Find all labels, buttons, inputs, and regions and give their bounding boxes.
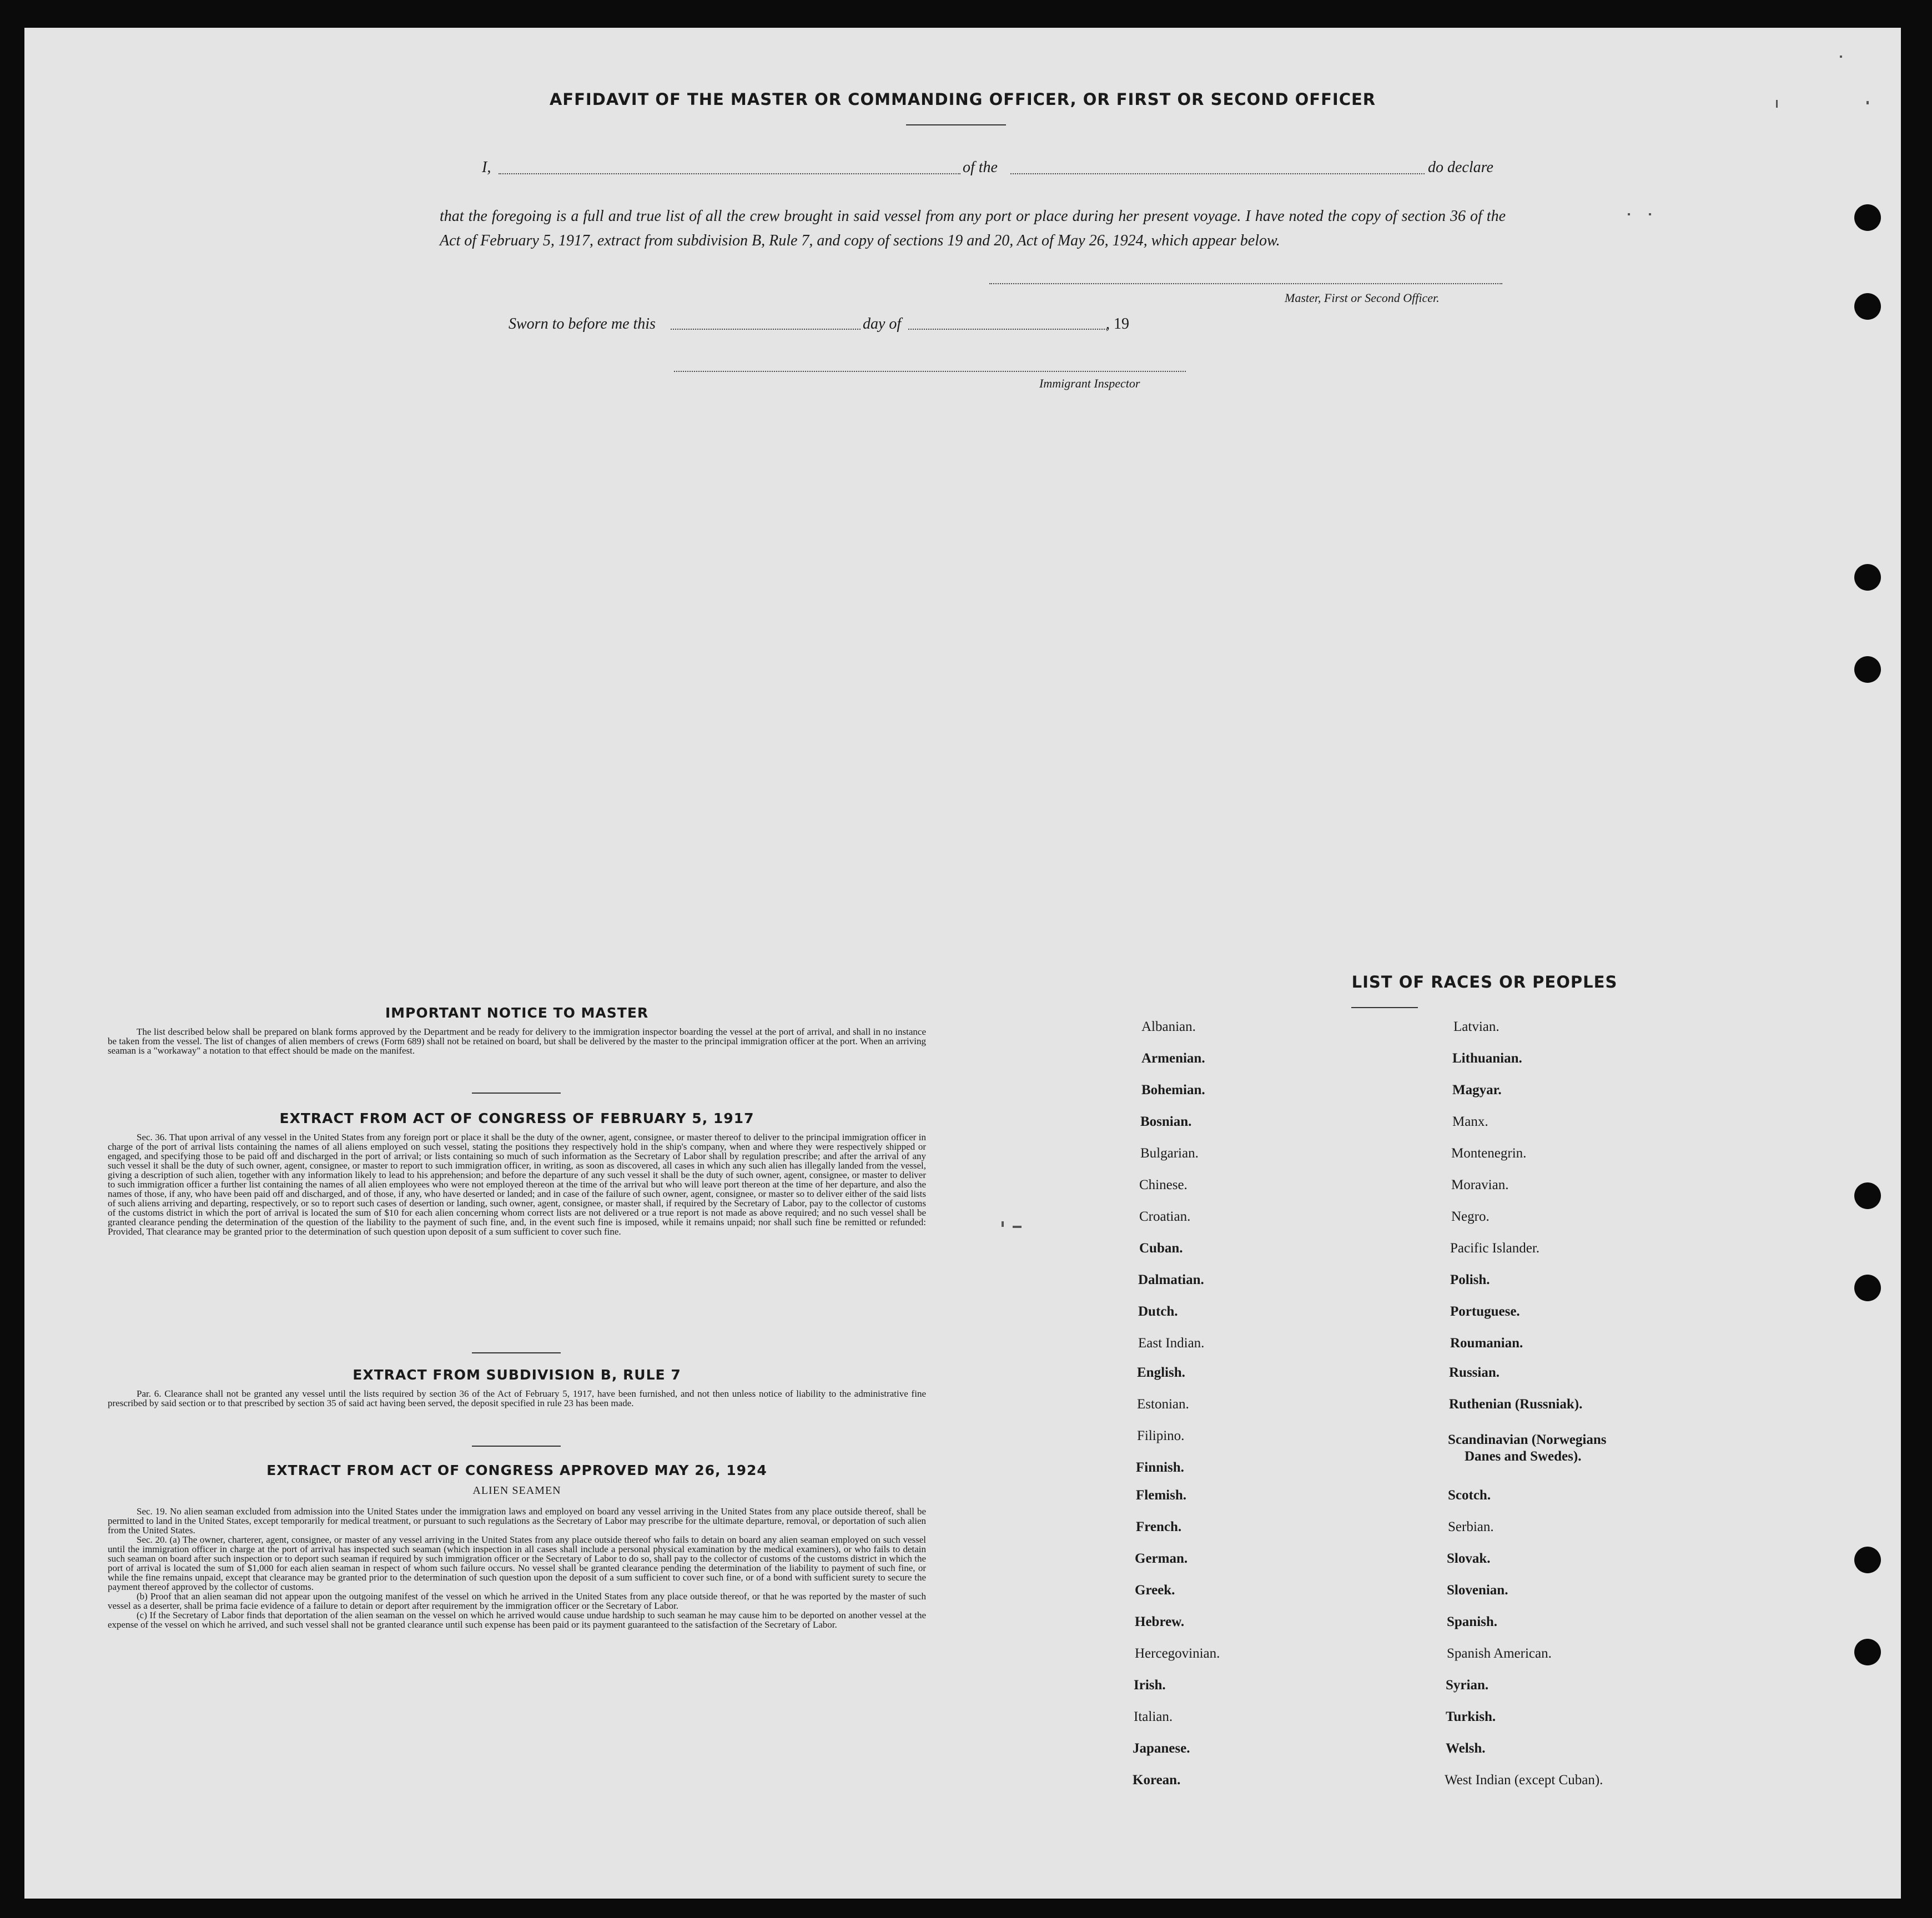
race-right: Ruthenian (Russniak). [1449,1397,1583,1412]
race-left: Hebrew. [1135,1614,1185,1629]
race-left: Dutch. [1138,1304,1178,1319]
races-title: LIST OF RACES OR PEOPLES [1351,973,1618,991]
section-20a-paragraph: Sec. 20. (a) The owner, charterer, agent, consignee, or master of any vessel arriving in the United States from any place outside thereof who fails to detain on board any alien seaman employed on such vessel until the immigration officer in charge at the port of arrival has inspected such seaman (which inspection in all cases shall include a personal physical examination by the medical examiners), or who fails to detain such seaman on board after such inspection or to deport such seaman if required by such immigration officer or the Secretary of Labor to do so, shall pay to the collector of customs of the customs district in which the port of arrival is located the sum of $1,000 for each alien seaman in respect of whom such failure occurs. No vessel shall be granted clearance pending the determination of the liability to payment of such fine, or while the fine remains unpaid, except that clearance may be granted prior to the determination of such question upon the deposit of a sum sufficient to cover such fine, or of a bond with sufficient surety to secure the payment thereof approved by the collector of customs. [108,1534,926,1592]
race-left: German. [1135,1551,1188,1566]
binder-hole [1854,1639,1881,1665]
rule-7-body [108,1389,926,1408]
sworn-month-field[interactable] [908,329,1107,330]
speck [1013,1226,1022,1228]
sworn-label: Sworn to before me this [509,315,656,333]
section-20c-paragraph: (c) If the Secretary of Labor finds that deportation of the alien seaman on the vessel on which he arrived would cause undue hardship to such seaman he may cause him to be deported on another vessel at the expense of the vessel on which he arrived, and such vessel shall not be granted clearance until such expense has been paid or its payment guaranteed to the satisfaction of the Secretary of Labor. [108,1610,926,1630]
declaration-of-the-label: of the [963,159,998,176]
race-right: Polish. [1450,1272,1490,1287]
section-19-paragraph: Sec. 19. No alien seaman excluded from admission into the United States under the immigration laws and employed on board any vessel arriving in the United States from any place outside thereof, shall be permitted to land in the United States, except temporarily for medical treatment, or pursuant to such regulations as the Secretary of Labor may prescribe for the ultimate departure, removal, or deportation of such alien from the United States. [108,1506,926,1536]
race-right: Pacific Islander. [1450,1241,1540,1256]
race-right: Negro. [1451,1209,1490,1224]
race-right: Roumanian. [1450,1336,1523,1351]
rule-7-title: EXTRACT FROM SUBDIVISION B, RULE 7 [353,1367,681,1383]
extract-1917-body [108,1132,926,1236]
race-left: Albanian. [1141,1019,1196,1034]
binder-hole [1854,564,1881,591]
day-of-label: day of [863,315,902,333]
race-right: Turkish. [1446,1709,1496,1724]
race-right: Scandinavian (Norwegians [1448,1432,1607,1447]
binder-hole [1854,1182,1881,1209]
race-right: Spanish. [1447,1614,1498,1629]
race-right: Moravian. [1451,1177,1509,1192]
race-left: East Indian. [1138,1336,1205,1351]
race-left: Korean. [1133,1773,1181,1788]
race-right: Danes and Swedes). [1465,1449,1582,1464]
section-divider [472,1352,561,1353]
race-right: Welsh. [1446,1741,1486,1756]
race-left: Bulgarian. [1140,1146,1199,1161]
binder-hole [1854,1547,1881,1573]
title-underline [906,124,1006,125]
race-right: Russian. [1449,1365,1500,1380]
master-signature-line[interactable] [989,283,1502,284]
race-right: Lithuanian. [1452,1051,1522,1066]
race-right: Spanish American. [1447,1646,1552,1661]
race-right: Montenegrin. [1451,1146,1527,1161]
race-right: Scotch. [1448,1488,1491,1503]
master-signature-caption: Master, First or Second Officer. [1285,291,1440,305]
race-right: Manx. [1452,1114,1488,1129]
race-right: Serbian. [1448,1519,1494,1534]
inspector-signature-line[interactable] [674,371,1186,372]
binder-hole [1854,204,1881,231]
vessel-name-field[interactable] [1010,173,1425,174]
race-right: Slovak. [1447,1551,1491,1566]
binder-hole [1854,1275,1881,1301]
races-underline [1351,1007,1418,1008]
race-left: Estonian. [1137,1397,1189,1412]
race-right: West Indian (except Cuban). [1445,1773,1603,1788]
race-left: French. [1136,1519,1182,1534]
declaration-i-label: I, [482,159,491,176]
declaration-declare-label: do declare [1428,159,1493,176]
year-label: , 19 [1106,315,1129,333]
race-left: Japanese. [1133,1741,1190,1756]
affidavit-title: AFFIDAVIT OF THE MASTER OR COMMANDING OFFICER, OR FIRST OR SECOND OFFICER [549,90,1376,109]
race-left: Cuban. [1139,1241,1183,1256]
race-left: Bohemian. [1141,1083,1205,1098]
race-left: Hercegovinian. [1135,1646,1220,1661]
speck [1002,1221,1004,1227]
inspector-caption: Immigrant Inspector [1039,376,1140,390]
race-right: Magyar. [1452,1083,1502,1098]
section-36-paragraph: Sec. 36. That upon arrival of any vessel in the United States from any foreign port or place it shall be the duty of the owner, agent, consignee, or master thereof to deliver to the principal immigration officer in charge of the port of arrival lists containing the names of all aliens employed on such vessel, stating the positions they respectively hold in the ship's company, when and where they were respectively shipped or engaged, and specifying those to be paid off and discharged in the port of arrival; or lists containing so much of such information as the Secretary of Labor shall by regulation prescribe; and after the arrival of any such vessel it shall be the duty of such owner, agent, consignee, or master to report to such immigration officer, in writing, as soon as discovered, all cases in which any such alien has illegally landed from the vessel, giving a description of such alien, together with any information likely to lead to his apprehension; and before the departure of any such vessel it shall be the duty of such owner, agent, consignee, or master to deliver to such immigration officer a further list containing the names of all alien employees who were not employed thereon at the time of the arrival but who will leave port thereon at the time of her departure, and also the names of those, if any, who have been paid off and discharged, and of those, if any, who have deserted or landed; and in case of the failure of such owner, agent, consignee, or master so to deliver either of the said lists of such aliens arriving and departing, respectively, or so to report such cases of desertion or landing, such owner, agent, consignee, or master shall, if required by the Secretary of Labor, pay to the collector of customs of the customs district in which the port of arrival is located the sum of $10 for each alien concerning whom correct lists are not delivered or a true report is not made as above required; and no such vessel shall be granted clearance pending the determination of the question of the liability to the payment of such fine, and, in the event such fine is imposed, while it remains unpaid; nor shall such fine be remitted or refunded: Provided, That clearance may be granted prior to the determination of such question upon deposit of a sum sufficient to cover such fine. [108,1132,926,1237]
race-left: Bosnian. [1140,1114,1192,1129]
declaration-paragraph: that the foregoing is a full and true list of all the crew brought in said vessel from any port or place during her present voyage. I have noted the copy of section 36 of the Act of February 5, 1917, extract from subdivision B, Rule 7, and copy of sections 19 and 20, Act of May 26, 1924, which appear below. [440,208,1506,249]
race-right: Portuguese. [1450,1304,1520,1319]
speck [1840,56,1842,58]
binder-hole [1854,656,1881,683]
race-right: Latvian. [1453,1019,1500,1034]
race-left: Armenian. [1141,1051,1205,1066]
section-20b-paragraph: (b) Proof that an alien seaman did not appear upon the outgoing manifest of the vessel on which he arrived in the United States from any place outside thereof, or that he was reported by the master of such vessel as a deserter, shall be prima facie evidence of a failure to detain or deport after requirement by the immigration officer or the Secretary of Labor. [108,1591,926,1611]
section-divider [472,1446,561,1447]
alien-seamen-subtitle: ALIEN SEAMEN [472,1484,561,1497]
binder-hole [1854,293,1881,320]
race-left: English. [1137,1365,1185,1380]
race-left: Croatian. [1139,1209,1191,1224]
speck [1649,213,1651,215]
speck [1628,213,1630,215]
section-divider [472,1093,561,1094]
race-left: Irish. [1134,1678,1166,1693]
race-left: Finnish. [1136,1460,1184,1475]
race-left: Chinese. [1139,1177,1188,1192]
paragraph-6: Par. 6. Clearance shall not be granted any vessel until the lists required by section 36 of the Act of February 5, 1917, have been furnished, and not then unless notice of liability to the administrative fine prescribed by said section or to that prescribed by section 35 of said act having been served, the deposit specified in rule 23 has been made. [108,1388,926,1408]
race-right: Slovenian. [1447,1583,1508,1598]
extract-1924-body [108,1507,926,1629]
race-right: Syrian. [1446,1678,1489,1693]
race-left: Flemish. [1136,1488,1186,1503]
notice-paragraph: The list described below shall be prepared on blank forms approved by the Department and be ready for delivery to the immigration inspector boarding the vessel at the port of arrival, and shall in no instance be taken from the vessel. The list of changes of alien members of crews (Form 689) shall not be retained on board, but shall be delivered by the master to the principal immigration officer at the port. When an arriving seaman is a "workaway" a notation to that effect should be made on the manifest. [108,1026,926,1056]
notice-body [108,1027,926,1055]
extract-1917-title: EXTRACT FROM ACT OF CONGRESS OF FEBRUARY 5, 1917 [279,1110,754,1126]
race-left: Italian. [1134,1709,1173,1724]
notice-title: IMPORTANT NOTICE TO MASTER [385,1005,649,1021]
race-left: Filipino. [1137,1428,1185,1443]
master-name-field[interactable] [499,173,960,174]
form-sheet [24,28,1901,1899]
sworn-day-field[interactable] [671,329,861,330]
extract-1924-title: EXTRACT FROM ACT OF CONGRESS APPROVED MAY 26, 1924 [266,1462,767,1478]
race-left: Dalmatian. [1138,1272,1204,1287]
race-left: Greek. [1135,1583,1175,1598]
